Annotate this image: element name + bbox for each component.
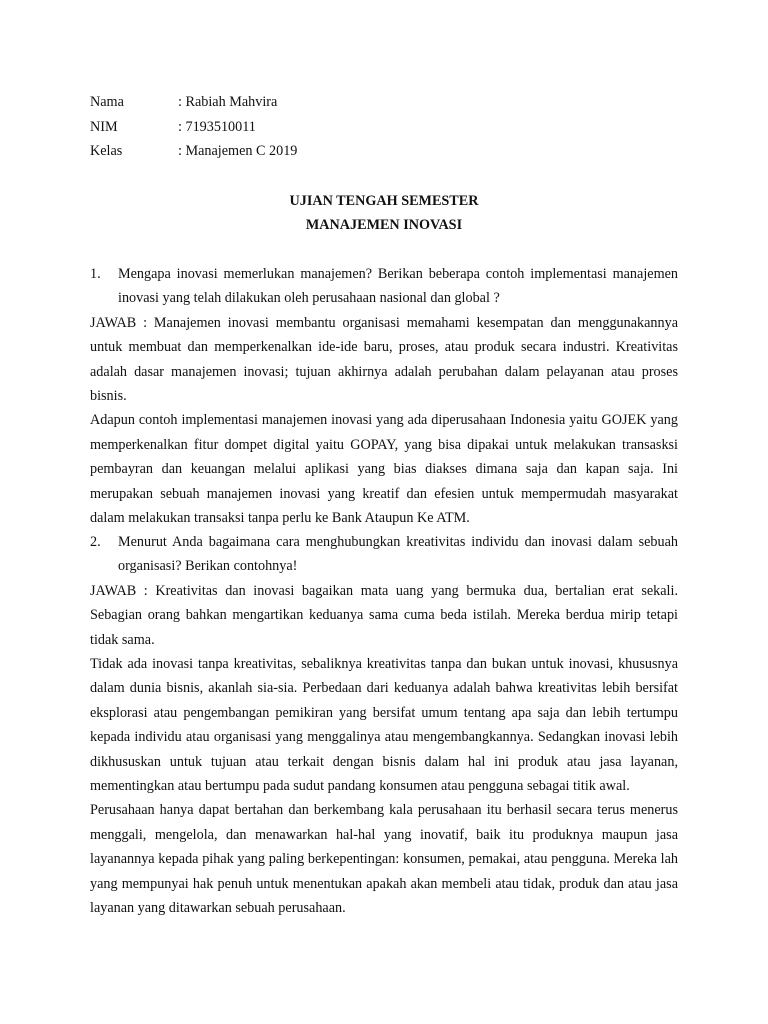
name-label: Nama [90,94,124,110]
name-value: : Rabiah Mahvira [178,94,278,110]
question-2 [90,530,678,579]
answer-paragraph: Adapun contoh implementasi manajemen inovasi yang ada diperusahaan Indonesia yaitu GOJEK yang memperkenalkan fitur dompet digital yaitu GOPAY, yang bisa dipakai untuk melakukan transasksi pembayran dan keuangan melalui aplikasi yang bias diakses dimana saja dan kapan saja. Ini merupakan sebuah manajemen inovasi yang kreatif dan efesien untuk mempermudah masyarakat dalam melakukan transaksi tanpa perlu ke Bank Ataupun Ke ATM. [90,412,678,527]
question-block-1 [90,262,678,530]
question-number: 1. [90,266,101,282]
question-text: Mengapa inovasi memerlukan manajemen? Berikan beberapa contoh implementasi manajemen inovasi yang telah dilakukan oleh perusahaan nasional dan global ? [118,266,678,307]
question-text: Menurut Anda bagaimana cara menghubungkan kreativitas individu dan inovasi dalam sebuah organisasi? Berikan contohnya! [118,534,678,575]
question-1 [90,262,678,311]
nim-label: NIM [90,118,118,135]
class-row [90,141,297,166]
answer-paragraph: JAWAB : Kreativitas dan inovasi bagaikan mata uang yang bermuka dua, bertalian erat sekali. Sebagian orang bahkan mengartikan keduanya sama cuma beda istilah. Mereka berdua mirip tetapi tidak sama. [90,582,678,648]
answer-paragraph: Perusahaan hanya dapat bertahan dan berkembang kala perusahaan itu berhasil secara terus menerus menggali, mengelola, dan menawarkan hal-hal yang inovatif, baik itu produknya maupun jasa layanannya kepada pihak yang paling berkepentingan: konsumen, pemakai, atau pengguna. Mereka lah yang mempunyai hak penuh untuk menentukan apakah akan membeli atau tidak, produk dan atau jasa layanan yang ditawarkan sebuah perusahaan. [90,802,678,917]
nim-value: : 7193510011 [178,118,256,135]
document-title [0,191,768,239]
class-label: Kelas [90,143,123,159]
name-row [90,92,297,117]
question-number: 2. [90,534,101,550]
answer-paragraph: JAWAB : Manajemen inovasi membantu organisasi memahami kesempatan dan menggunakannya untuk membuat dan memperkenalkan ide-ide baru, proses, atau produk secara industri. Kreativitas adalah dasar manajemen inovasi; tujuan akhirnya adalah perubahan dalam pelayanan atau proses bisnis. [90,314,678,405]
answer-paragraph: Tidak ada inovasi tanpa kreativitas, sebaliknya kreativitas tanpa dan bukan untuk inovasi, khususnya dalam dunia bisnis, akanlah sia-sia. Perbedaan dari keduanya adalah bahwa kreativitas lebih bersifat eksplorasi atau pengembangan pemikiran yang bersifat umum tentang apa saja dan lebih tertumpu kepada individu atau organisasi yang menggalinya atau mengembangkannya. Sedangkan inovasi lebih dikhususkan untuk tujuan atau terkait dengan bisnis dalam hal ini produk atau jasa layanan, mementingkan atau bertumpu pada sudut pandang konsumen atau pengguna sebagai titik awal. [90,656,678,795]
title-line-1: UJIAN TENGAH SEMESTER [289,193,479,209]
title-line-2: MANAJEMEN INOVASI [305,217,463,233]
nim-row [90,117,297,142]
question-block-2 [90,530,678,921]
class-value: : Manajemen C 2019 [178,143,298,159]
student-identity [90,92,297,166]
